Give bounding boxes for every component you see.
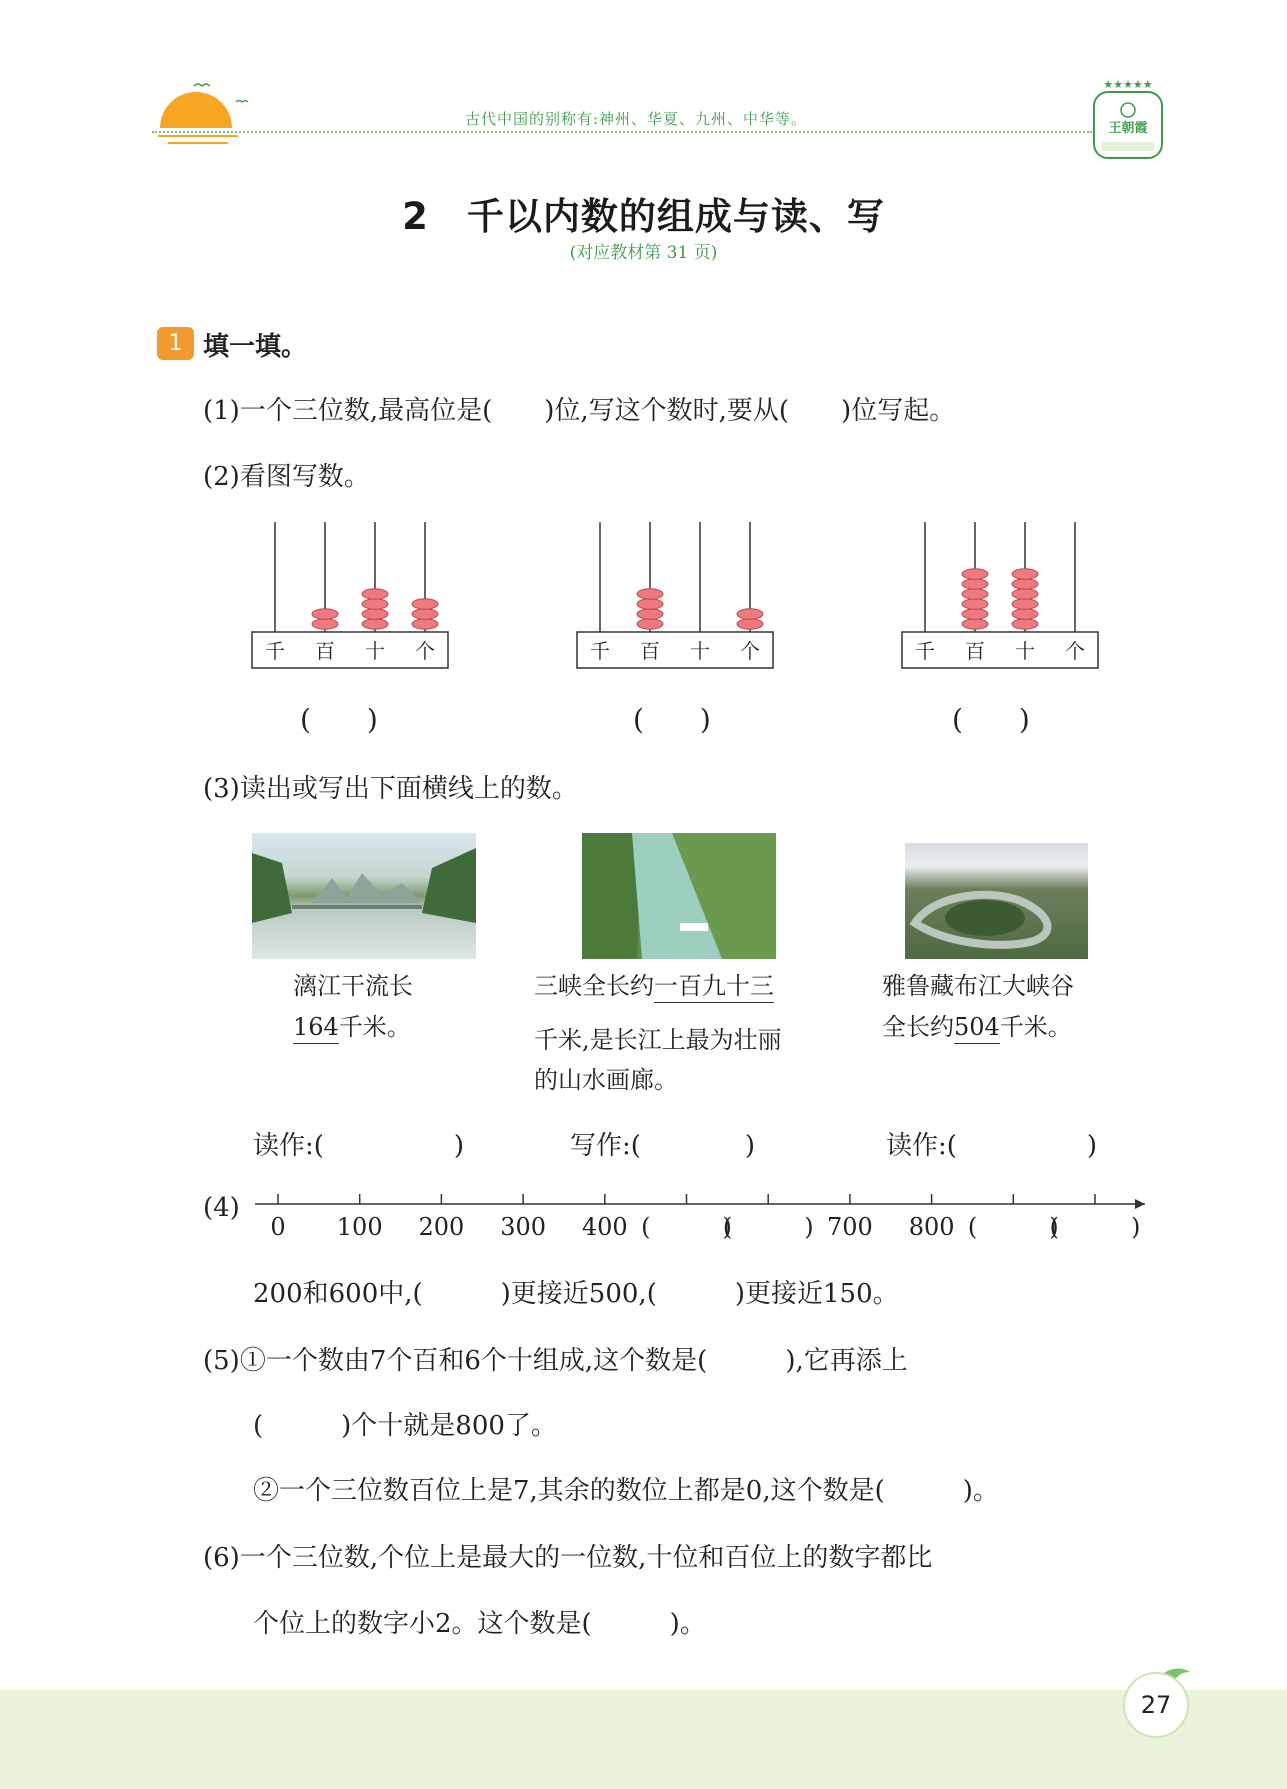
- abacus-place-label: 百: [315, 639, 335, 663]
- write-as-2[interactable]: 写作:( ): [570, 1131, 756, 1161]
- photo-lijiang-river: [252, 833, 476, 959]
- number-line-label: 800: [908, 1213, 955, 1241]
- abacus-bead: [962, 599, 988, 609]
- question-title: 填一填。: [203, 332, 308, 362]
- abacus-bead: [637, 609, 663, 619]
- abacus-bead: [1012, 599, 1038, 609]
- abacus-bead: [637, 619, 663, 629]
- abacus-place-label: 百: [965, 639, 985, 663]
- header-dotted-line: [152, 131, 1092, 133]
- number-line-label: 400: [581, 1213, 628, 1241]
- page-number: 27: [1123, 1672, 1189, 1738]
- abacus-bead: [637, 599, 663, 609]
- abacus-bead: [412, 609, 438, 619]
- subquestion-6-line2: 个位上的数字小2。这个数是( )。: [253, 1609, 706, 1639]
- abacus-2-answer[interactable]: ( ): [633, 703, 711, 736]
- abacus-bead: [962, 579, 988, 589]
- svg-text:★★★★★: ★★★★★: [1103, 78, 1153, 91]
- caption-3-line1: 雅鲁藏布江大峡谷: [882, 972, 1074, 1000]
- abacus-bead: [362, 609, 388, 619]
- abacus-bead: [962, 609, 988, 619]
- subquestion-4-label: (4): [203, 1193, 240, 1223]
- abacus-2: [575, 520, 775, 680]
- number-line-label: 300: [500, 1213, 547, 1241]
- subquestion-4-text: 200和600中,( )更接近500,( )更接近150。: [253, 1279, 899, 1309]
- abacus-place-label: 千: [590, 639, 610, 663]
- banner-text: 古代中国的别称有:神州、华夏、九州、中华等。: [465, 110, 808, 128]
- footer-band: [0, 1690, 1287, 1789]
- abacus-bead: [312, 609, 338, 619]
- abacus-bead: [962, 569, 988, 579]
- abacus-bead: [362, 589, 388, 599]
- caption-1-line1: 漓江干流长: [293, 972, 413, 1000]
- abacus-bead: [1012, 619, 1038, 629]
- caption-3-line2: [882, 1007, 1072, 1048]
- number-line-label: 200: [418, 1213, 465, 1241]
- abacus-1-answer[interactable]: ( ): [300, 703, 378, 736]
- number-line-label[interactable]: ( ): [641, 1213, 732, 1241]
- number-line-label[interactable]: ( ): [722, 1213, 814, 1241]
- abacus-bead: [1012, 589, 1038, 599]
- abacus-1: [250, 520, 450, 680]
- abacus-place-label: 百: [640, 639, 660, 663]
- abacus-bead: [1012, 579, 1038, 589]
- abacus-place-label: 千: [915, 639, 935, 663]
- subquestion-2: (2)看图写数。: [203, 462, 370, 492]
- caption-3-pre: 全长约: [882, 1013, 954, 1041]
- number-line-label: 700: [826, 1213, 873, 1241]
- caption-1-number: 164: [293, 1013, 339, 1044]
- abacus-bead: [962, 589, 988, 599]
- number-line: [250, 1180, 1160, 1250]
- abacus-bead: [1012, 569, 1038, 579]
- abacus-bead: [362, 599, 388, 609]
- abacus-place-label: 十: [1015, 639, 1035, 663]
- caption-2-pre: 三峡全长约: [534, 972, 654, 1000]
- abacus-bead: [1012, 609, 1038, 619]
- subquestion-6-line1: (6)一个三位数,个位上是最大的一位数,十位和百位上的数字都比: [203, 1543, 933, 1573]
- abacus-place-label: 个: [1065, 639, 1085, 663]
- abacus-place-label: 个: [415, 639, 435, 663]
- subquestion-5-line2: ( )个十就是800了。: [253, 1411, 557, 1441]
- caption-3-number: 504: [954, 1013, 1000, 1044]
- subquestion-5-line3: ②一个三位数百位上是7,其余的数位上都是0,这个数是( )。: [253, 1476, 999, 1506]
- subquestion-3: (3)读出或写出下面横线上的数。: [203, 774, 578, 804]
- abacus-place-label: 千: [265, 639, 285, 663]
- photo-yarlung-canyon: [905, 843, 1088, 959]
- number-line-arrow: [1135, 1199, 1145, 1209]
- read-as-3[interactable]: 读作:( ): [886, 1131, 1098, 1161]
- abacus-bead: [312, 619, 338, 629]
- abacus-3-answer[interactable]: ( ): [952, 703, 1030, 736]
- question-number-badge: 1: [157, 327, 194, 360]
- abacus-bead: [637, 589, 663, 599]
- brand-logo-text: 王朝霞: [1108, 121, 1148, 136]
- abacus-place-label: 十: [690, 639, 710, 663]
- abacus-place-label: 个: [740, 639, 760, 663]
- photo-three-gorges: [582, 833, 776, 959]
- caption-1-line2: [293, 1007, 411, 1048]
- abacus-bead: [412, 599, 438, 609]
- read-as-1[interactable]: 读作:( ): [253, 1131, 465, 1161]
- caption-1-rest: 千米。: [338, 1013, 411, 1041]
- abacus-bead: [412, 619, 438, 629]
- section-title: 2 千以内数的组成与读、写: [402, 195, 885, 238]
- subquestion-1: (1)一个三位数,最高位是( )位,写这个数时,要从( )位写起。: [203, 396, 956, 426]
- number-line-label[interactable]: ( ): [967, 1213, 1059, 1241]
- abacus-place-label: 十: [365, 639, 385, 663]
- abacus-bead: [962, 619, 988, 629]
- caption-2-number: 一百九十三: [654, 972, 774, 1003]
- abacus-bead: [737, 609, 763, 619]
- number-line-label: 0: [270, 1213, 286, 1241]
- sun-logo-icon: [150, 80, 250, 150]
- abacus-bead: [737, 619, 763, 629]
- subquestion-5-line1: (5)①一个数由7个百和6个十组成,这个数是( ),它再添上: [203, 1346, 908, 1376]
- number-line-label[interactable]: ( ): [1049, 1213, 1141, 1241]
- abacus-bead: [362, 619, 388, 629]
- caption-3-rest: 千米。: [999, 1013, 1072, 1041]
- number-line-label: 100: [336, 1213, 383, 1241]
- caption-2-line3: 的山水画廊。: [534, 1066, 678, 1094]
- section-subtitle: (对应教材第 31 页): [569, 243, 718, 263]
- caption-2-line1: [534, 966, 774, 1007]
- abacus-3: [900, 520, 1100, 680]
- caption-2-line2: 千米,是长江上最为壮丽: [534, 1026, 782, 1054]
